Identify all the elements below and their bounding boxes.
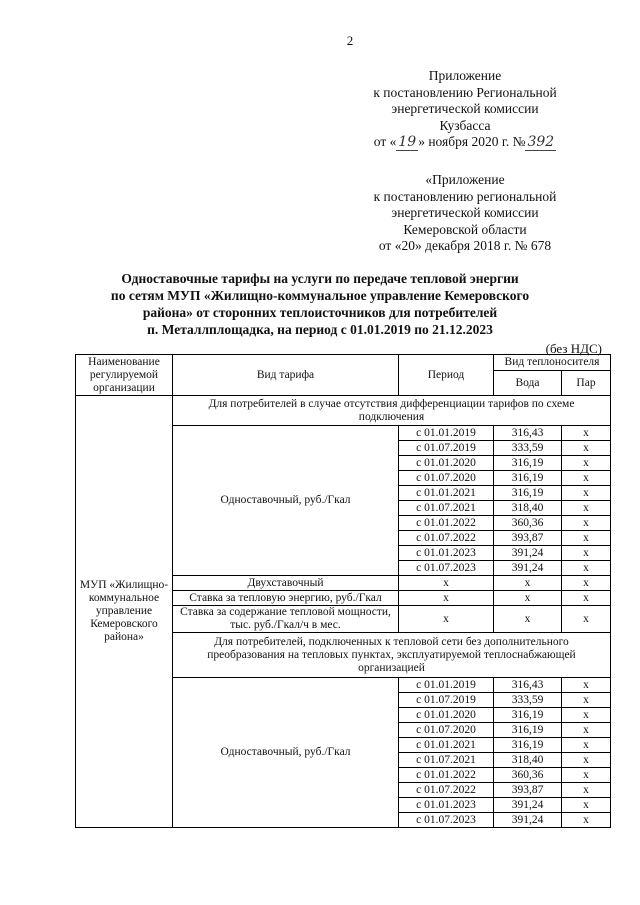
period-cell: с 01.07.2022 [399, 783, 494, 798]
period-cell: с 01.07.2019 [399, 693, 494, 708]
handwritten-day: 19 [398, 134, 417, 150]
water-value: 391,24 [494, 798, 562, 813]
water-value: 333,59 [494, 441, 562, 456]
vat-note: (без НДС) [545, 341, 602, 356]
title-line: по сетям МУП «Жилищно-коммунальное управление Кемеровского [110, 288, 530, 303]
period-cell: с 01.07.2021 [399, 753, 494, 768]
steam-value: x [562, 561, 611, 576]
appendix-line: Кемеровской области [403, 221, 527, 237]
steam-value: x [562, 576, 611, 591]
steam-value: x [562, 546, 611, 561]
water-value: 393,87 [494, 783, 562, 798]
period-cell: с 01.07.2021 [399, 501, 494, 516]
organization-name: МУП «Жилищно-коммунальное управление Кемеровского района» [76, 396, 173, 828]
section-title: Для потребителей в случае отсутствия дифференциации тарифов по схеме подключения [173, 396, 611, 426]
steam-value: x [562, 456, 611, 471]
period-cell: x [399, 576, 494, 591]
steam-value: x [562, 606, 611, 633]
appendix-line: Кузбасса [439, 117, 491, 133]
period-cell: с 01.01.2019 [399, 678, 494, 693]
page-number: 2 [346, 33, 354, 48]
water-value: 391,24 [494, 546, 562, 561]
header-steam: Пар [562, 371, 611, 396]
steam-value: x [562, 708, 611, 723]
steam-value: x [562, 693, 611, 708]
steam-value: x [562, 798, 611, 813]
steam-value: x [562, 783, 611, 798]
tariff-type-label: Ставка за тепловую энергию, руб./Гкал [173, 591, 399, 606]
period-cell: с 01.07.2019 [399, 441, 494, 456]
appendix-previous-header [335, 172, 595, 255]
water-value: 360,36 [494, 768, 562, 783]
appendix-line: энергетической комиссии [391, 205, 539, 220]
document-title [95, 270, 545, 338]
water-value: 316,43 [494, 426, 562, 441]
steam-value: x [562, 678, 611, 693]
tariff-type-label: Ставка за содержание тепловой мощности, тыс. руб./Гкал/ч в мес. [173, 606, 399, 633]
period-cell: с 01.07.2020 [399, 471, 494, 486]
period-cell: с 01.01.2021 [399, 738, 494, 753]
section-title-row [76, 396, 611, 426]
water-value: 318,40 [494, 753, 562, 768]
steam-value: x [562, 768, 611, 783]
steam-value: x [562, 738, 611, 753]
period-cell: с 01.07.2023 [399, 813, 494, 828]
header-tariff-type: Вид тарифа [173, 355, 399, 396]
water-value: 316,19 [494, 723, 562, 738]
one-rate-tariff-label: Одноставочный, руб./Гкал [173, 678, 399, 828]
appendix-line: Приложение [428, 68, 502, 83]
water-value: x [494, 576, 562, 591]
steam-value: x [562, 516, 611, 531]
water-value: 316,19 [494, 471, 562, 486]
steam-value: x [562, 471, 611, 486]
period-cell: x [399, 606, 494, 633]
water-value: 316,19 [494, 486, 562, 501]
tariff-table-body [76, 355, 611, 828]
section-title: Для потребителей, подключенных к тепловой сети без дополнительного преобразования на тепловых пунктах, эксплуатируемой теплоснабжающей организацией [173, 633, 611, 678]
steam-value: x [562, 723, 611, 738]
header-org: Наименование регулируемой организации [76, 355, 173, 396]
appendix-current-header [335, 68, 595, 151]
tariff-type-label: Двухставочный [173, 576, 399, 591]
appendix-line: энергетической комиссии [391, 101, 539, 116]
water-value: x [494, 591, 562, 606]
water-value: 316,43 [494, 678, 562, 693]
period-cell: с 01.07.2023 [399, 561, 494, 576]
tariff-table [75, 354, 611, 828]
handwritten-number: 392 [527, 134, 555, 150]
period-cell: с 01.01.2022 [399, 516, 494, 531]
water-value: 316,19 [494, 708, 562, 723]
appendix-line: от «20» декабря 2018 г. № 678 [378, 238, 552, 253]
water-value: 333,59 [494, 693, 562, 708]
water-value: x [494, 606, 562, 633]
steam-value: x [562, 441, 611, 456]
header-period: Период [399, 355, 494, 396]
period-cell: с 01.01.2023 [399, 798, 494, 813]
period-cell: с 01.07.2020 [399, 723, 494, 738]
period-cell: с 01.01.2020 [399, 456, 494, 471]
period-cell: с 01.07.2022 [399, 531, 494, 546]
title-line: п. Металлплощадка, на период с 01.01.2019 по 21.12.2023 [147, 322, 493, 337]
period-cell: с 01.01.2019 [399, 426, 494, 441]
steam-value: x [562, 426, 611, 441]
period-cell: с 01.01.2023 [399, 546, 494, 561]
header-carrier: Вид теплоносителя [494, 355, 611, 371]
water-value: 316,19 [494, 456, 562, 471]
water-value: 391,24 [494, 561, 562, 576]
appendix-line: «Приложение [425, 172, 505, 187]
date-prefix: от « [373, 134, 397, 149]
date-middle: » ноября 2020 г. № [418, 134, 526, 149]
title-line: Одноставочные тарифы на услуги по передаче тепловой энергии [121, 271, 519, 286]
period-cell: x [399, 591, 494, 606]
steam-value: x [562, 501, 611, 516]
appendix-line: к постановлению Региональной [373, 84, 557, 100]
water-value: 360,36 [494, 516, 562, 531]
steam-value: x [562, 813, 611, 828]
steam-value: x [562, 486, 611, 501]
period-cell: с 01.01.2022 [399, 768, 494, 783]
period-cell: с 01.01.2020 [399, 708, 494, 723]
water-value: 393,87 [494, 531, 562, 546]
steam-value: x [562, 753, 611, 768]
title-line: района» от сторонних теплоисточников для потребителей [142, 305, 498, 320]
appendix-line: к постановлению региональной [373, 188, 557, 204]
water-value: 318,40 [494, 501, 562, 516]
appendix-date-line [335, 134, 595, 151]
header-row [76, 355, 611, 371]
header-water: Вода [494, 371, 562, 396]
steam-value: x [562, 591, 611, 606]
water-value: 316,19 [494, 738, 562, 753]
one-rate-tariff-label: Одноставочный, руб./Гкал [173, 426, 399, 576]
steam-value: x [562, 531, 611, 546]
water-value: 391,24 [494, 813, 562, 828]
period-cell: с 01.01.2021 [399, 486, 494, 501]
